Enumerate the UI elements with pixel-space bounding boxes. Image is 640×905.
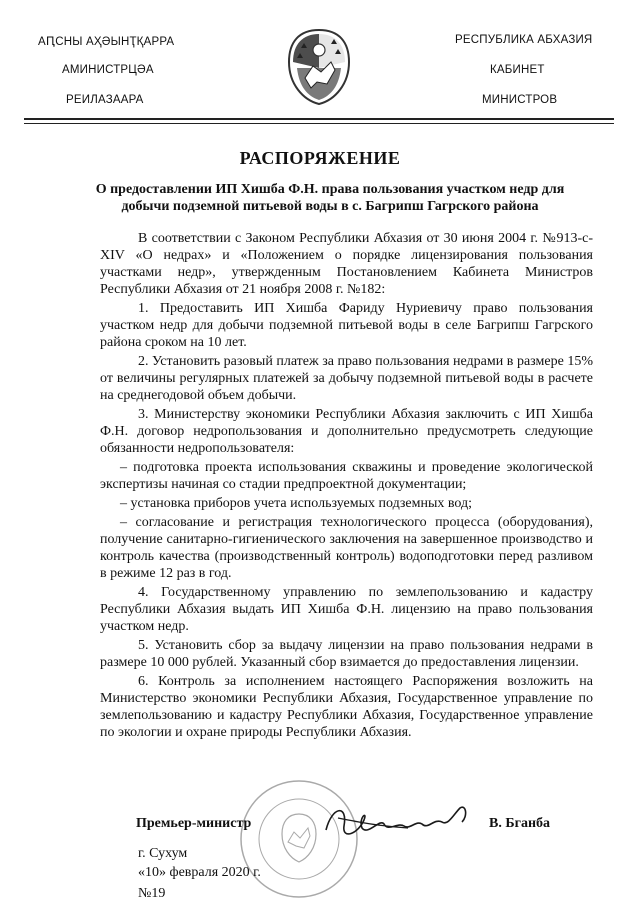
header-divider-thick (24, 118, 614, 120)
header-left-line-3: РЕИЛАЗААРА (66, 94, 144, 106)
header-right-line-1: РЕСПУБЛИКА АБХАЗИЯ (455, 34, 593, 46)
clause-2: 2. Установить разовый платеж за право пользования недрами в размере 15% от величины регулярных платежей за добычу подземной питьевой воды в расчете на среднегодовой объем добычи. (100, 354, 593, 403)
clause-1: 1. Предоставить ИП Хишба Фариду Нуриевичу право пользования участком недр для добычи подземной питьевой воды в селе Багрипш Гагрского района сроком на 10 лет. (100, 301, 593, 350)
document-title: РАСПОРЯЖЕНИЕ (239, 148, 401, 168)
issue-place: г. Сухум (138, 846, 188, 861)
header-left-line-2: АМИНИСТРЦӘА (62, 64, 154, 76)
clause-3: 3. Министерству экономики Республики Абхазия заключить с ИП Хишба Ф.Н. договор недропользования и дополнительно предусмотреть следующие обязанности недропользователя: (100, 407, 593, 456)
signatory-position: Премьер-министр (136, 816, 252, 831)
header-right-line-2: КАБИНЕТ (490, 64, 545, 76)
state-emblem (287, 28, 351, 106)
preamble-paragraph: В соответствии с Законом Республики Абхазия от 30 июня 2004 г. №913-с-XIV «О недрах» и «Положением о порядке лицензирования пользования участками недр», утвержденным Постановлением Кабинета Министров Республики Абхазия от 21 ноября 2008 г. №182: (100, 231, 593, 297)
document-body (100, 230, 593, 743)
handwritten-signature (318, 796, 488, 846)
issue-date: «10» февраля 2020 г. (138, 865, 261, 880)
clause-6: 6. Контроль за исполнением настоящего Распоряжения возложить на Министерство экономики Республики Абхазия, Государственное управление по землепользованию и кадастру Республики Абхазия, Государственное управление по экологии и охране природы Республики Абхазия. (100, 674, 593, 740)
obligation-item-3: – согласование и регистрация технологического процесса (оборудования), получение санитарно-гигиенического заключения на завершенное производство и контроль качества (производственный контроль) водоподготовки перед разливом в режиме 12 раз в год. (100, 515, 593, 581)
obligation-item-2: – установка приборов учета используемых подземных вод; (120, 496, 473, 511)
header-divider-thin (24, 123, 614, 124)
clause-5: 5. Установить сбор за выдачу лицензии на право пользования недрами в размере 10 000 рублей. Указанный сбор взимается до предоставления лицензии. (100, 638, 593, 670)
obligation-item-1: – подготовка проекта использования скважины и проведение экологической экспертизы начиная со стадии предпроектной документации; (100, 460, 593, 492)
header-right-line-3: МИНИСТРОВ (482, 94, 558, 106)
clause-4: 4. Государственному управлению по землепользованию и кадастру Республики Абхазия выдать ИП Хишба Ф.Н. лицензию на право пользования участком недр. (100, 585, 593, 634)
header-left-line-1: АԤСНЫ АҲӘЫНҬҚАРРА (38, 36, 175, 48)
document-number: №19 (138, 886, 166, 901)
document-subject: О предоставлении ИП Хишба Ф.Н. права пользования участком недр для добычи подземной питьевой воды в с. Багрипш Гагрского района (95, 182, 565, 214)
signatory-name: В. Бганба (489, 816, 551, 831)
